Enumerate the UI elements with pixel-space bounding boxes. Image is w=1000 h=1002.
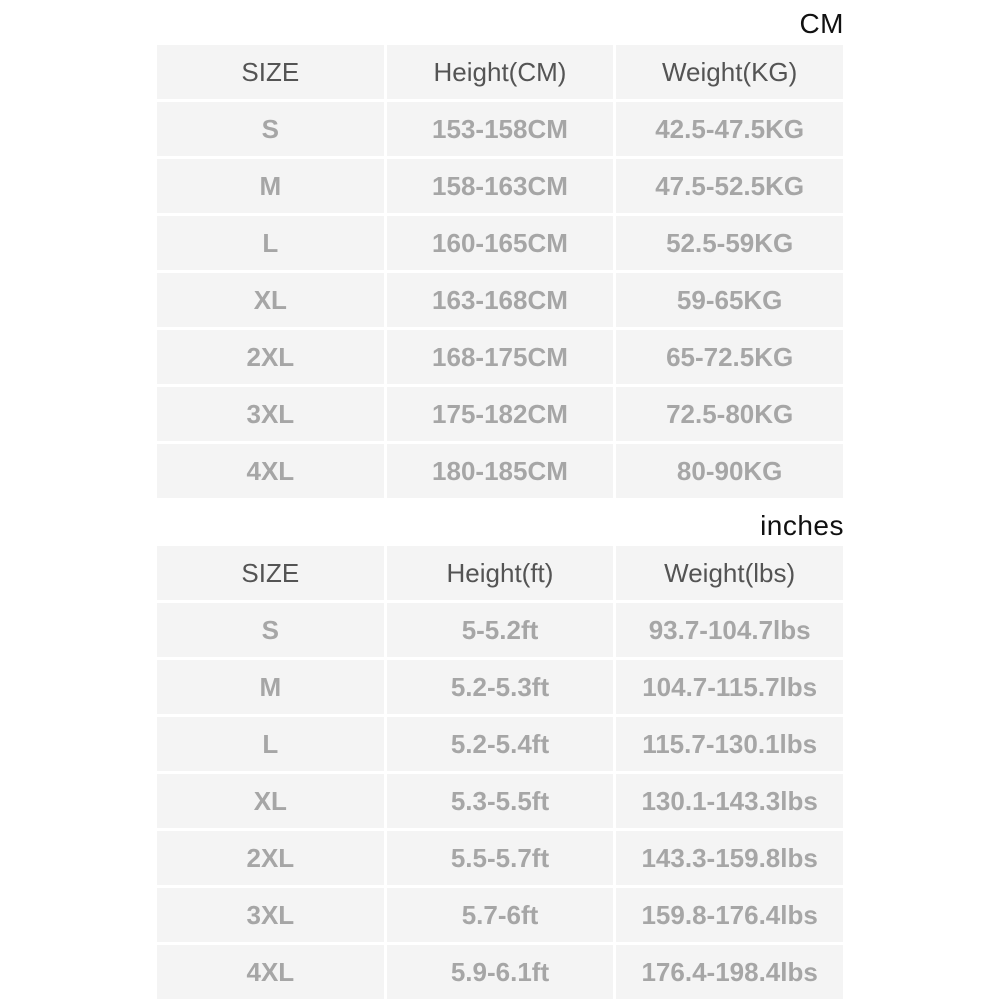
height-cell: 163-168CM — [387, 273, 614, 327]
weight-cell: 93.7-104.7lbs — [616, 603, 843, 657]
height-cell: 180-185CM — [387, 444, 614, 498]
height-cell: 5.2-5.4ft — [387, 717, 614, 771]
size-cell: 4XL — [157, 444, 384, 498]
weight-cell: 42.5-47.5KG — [616, 102, 843, 156]
weight-cell: 52.5-59KG — [616, 216, 843, 270]
weight-cell: 115.7-130.1lbs — [616, 717, 843, 771]
inches-size-table — [154, 543, 846, 1002]
size-cell: S — [157, 102, 384, 156]
height-cell: 160-165CM — [387, 216, 614, 270]
cm-size-table — [154, 42, 846, 501]
size-cell: 4XL — [157, 945, 384, 999]
table-row — [157, 444, 843, 498]
size-cell: 3XL — [157, 387, 384, 441]
header-height: Height(ft) — [387, 546, 614, 600]
table-row — [157, 216, 843, 270]
table-row — [157, 330, 843, 384]
weight-cell: 47.5-52.5KG — [616, 159, 843, 213]
header-height: Height(CM) — [387, 45, 614, 99]
height-cell: 158-163CM — [387, 159, 614, 213]
weight-cell: 80-90KG — [616, 444, 843, 498]
inches-unit-label: inches — [760, 510, 844, 541]
size-cell: XL — [157, 774, 384, 828]
table-row — [157, 888, 843, 942]
height-cell: 5-5.2ft — [387, 603, 614, 657]
size-cell: 2XL — [157, 330, 384, 384]
height-cell: 5.5-5.7ft — [387, 831, 614, 885]
header-size: SIZE — [157, 45, 384, 99]
table-row — [157, 159, 843, 213]
height-cell: 5.2-5.3ft — [387, 660, 614, 714]
height-cell: 5.7-6ft — [387, 888, 614, 942]
size-cell: S — [157, 603, 384, 657]
weight-cell: 143.3-159.8lbs — [616, 831, 843, 885]
height-cell: 168-175CM — [387, 330, 614, 384]
height-cell: 5.3-5.5ft — [387, 774, 614, 828]
weight-cell: 159.8-176.4lbs — [616, 888, 843, 942]
header-weight: Weight(KG) — [616, 45, 843, 99]
weight-cell: 104.7-115.7lbs — [616, 660, 843, 714]
size-cell: 2XL — [157, 831, 384, 885]
header-weight: Weight(lbs) — [616, 546, 843, 600]
table-row — [157, 774, 843, 828]
weight-cell: 59-65KG — [616, 273, 843, 327]
size-cell: 3XL — [157, 888, 384, 942]
size-cell: M — [157, 660, 384, 714]
weight-cell: 176.4-198.4lbs — [616, 945, 843, 999]
size-cell: M — [157, 159, 384, 213]
table-row — [157, 660, 843, 714]
height-cell: 153-158CM — [387, 102, 614, 156]
size-cell: L — [157, 216, 384, 270]
table-row — [157, 102, 843, 156]
header-size: SIZE — [157, 546, 384, 600]
weight-cell: 65-72.5KG — [616, 330, 843, 384]
height-cell: 175-182CM — [387, 387, 614, 441]
weight-cell: 72.5-80KG — [616, 387, 843, 441]
cm-unit-label: CM — [799, 8, 844, 39]
weight-cell: 130.1-143.3lbs — [616, 774, 843, 828]
table-row — [157, 603, 843, 657]
table-row — [157, 717, 843, 771]
height-cell: 5.9-6.1ft — [387, 945, 614, 999]
size-cell: XL — [157, 273, 384, 327]
table-row — [157, 945, 843, 999]
table-header-row — [157, 45, 843, 99]
size-cell: L — [157, 717, 384, 771]
table-row — [157, 387, 843, 441]
table-row — [157, 831, 843, 885]
table-row — [157, 273, 843, 327]
table-header-row — [157, 546, 843, 600]
